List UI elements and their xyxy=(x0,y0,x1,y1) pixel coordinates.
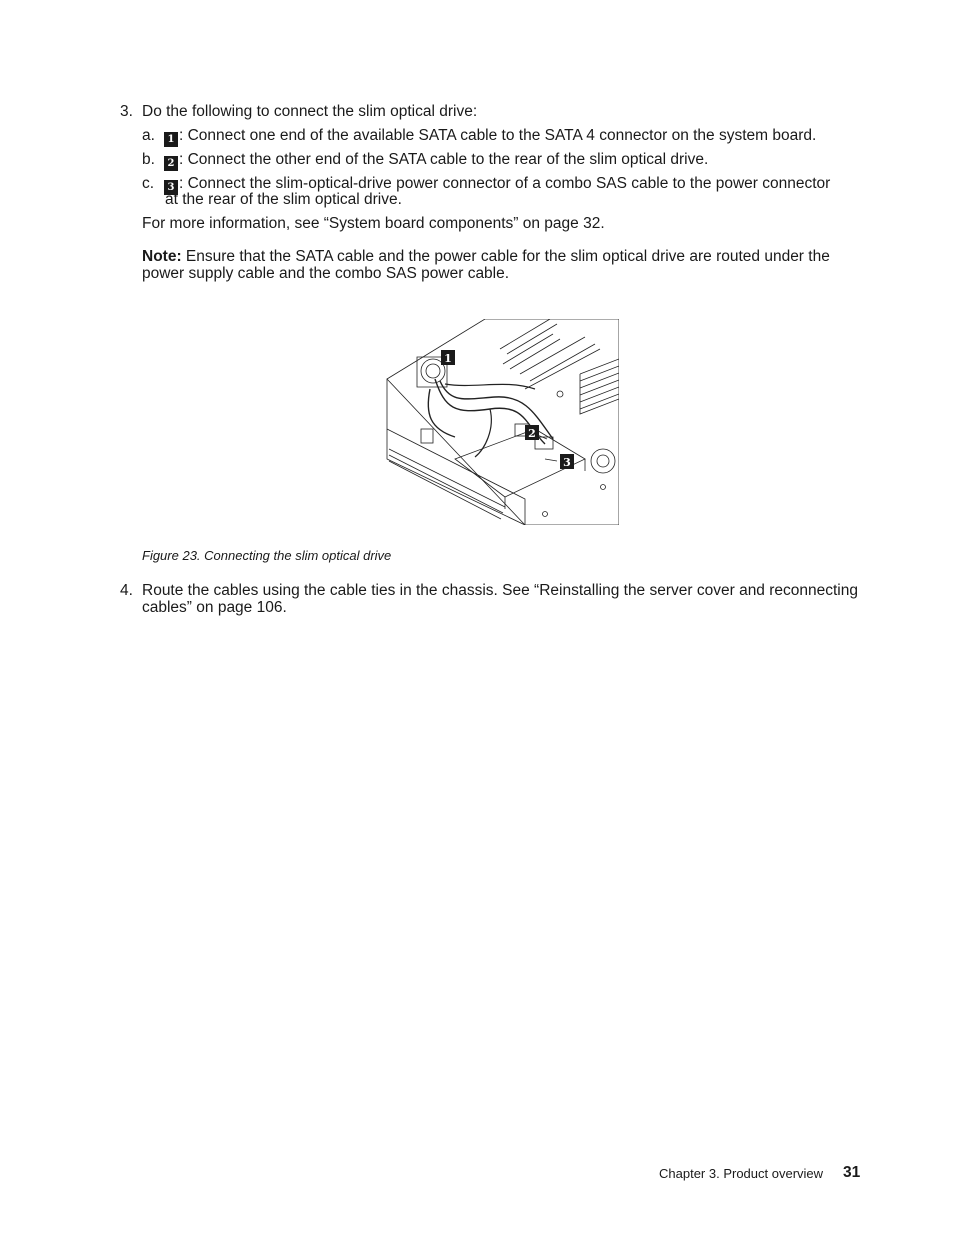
step-4-line-2: cables” on page 106. xyxy=(142,599,287,616)
figure-caption: Figure 23. Connecting the slim optical drive xyxy=(142,548,392,563)
note-text-1: Ensure that the SATA cable and the power cable for the slim optical drive are routed under the xyxy=(181,248,830,265)
callout-2-badge: 2 xyxy=(164,156,178,171)
substep-a-letter: a. xyxy=(142,127,155,144)
footer-chapter: Chapter 3. Product overview xyxy=(659,1166,824,1181)
substep-b xyxy=(164,151,708,171)
note-line-1 xyxy=(142,248,830,265)
substep-c-letter: c. xyxy=(142,175,155,192)
callout-1-badge: 1 xyxy=(164,132,178,147)
callout-1-label: 1 xyxy=(444,352,452,365)
page-number: 31 xyxy=(843,1164,861,1181)
step-3-number: 3. xyxy=(120,103,133,120)
callout-2-label: 2 xyxy=(528,427,536,440)
slim-optical-drive-figure xyxy=(385,319,619,525)
substep-b-letter: b. xyxy=(142,151,155,168)
substep-a xyxy=(164,127,816,147)
substep-b-text: : Connect the other end of the SATA cable to the rear of the slim optical drive. xyxy=(179,151,709,168)
note-label: Note: xyxy=(142,248,182,265)
note-line-2: power supply cable and the combo SAS power cable. xyxy=(142,265,510,282)
substep-a-text: : Connect one end of the available SATA cable to the SATA 4 connector on the system board. xyxy=(179,127,817,144)
substep-c-text: : Connect the slim-optical-drive power connector of a combo SAS cable to the power connector xyxy=(179,175,831,192)
step-4-line-1: Route the cables using the cable ties in the chassis. See “Reinstalling the server cover and reconnecting xyxy=(142,582,858,599)
substep-c-continuation: at the rear of the slim optical drive. xyxy=(165,191,402,208)
step-3-text: Do the following to connect the slim optical drive: xyxy=(142,103,478,120)
more-info-text: For more information, see “System board components” on page 32. xyxy=(142,215,605,232)
step-4-number: 4. xyxy=(120,582,133,599)
callout-3-badge: 3 xyxy=(164,180,178,195)
callout-3-label: 3 xyxy=(563,456,571,469)
